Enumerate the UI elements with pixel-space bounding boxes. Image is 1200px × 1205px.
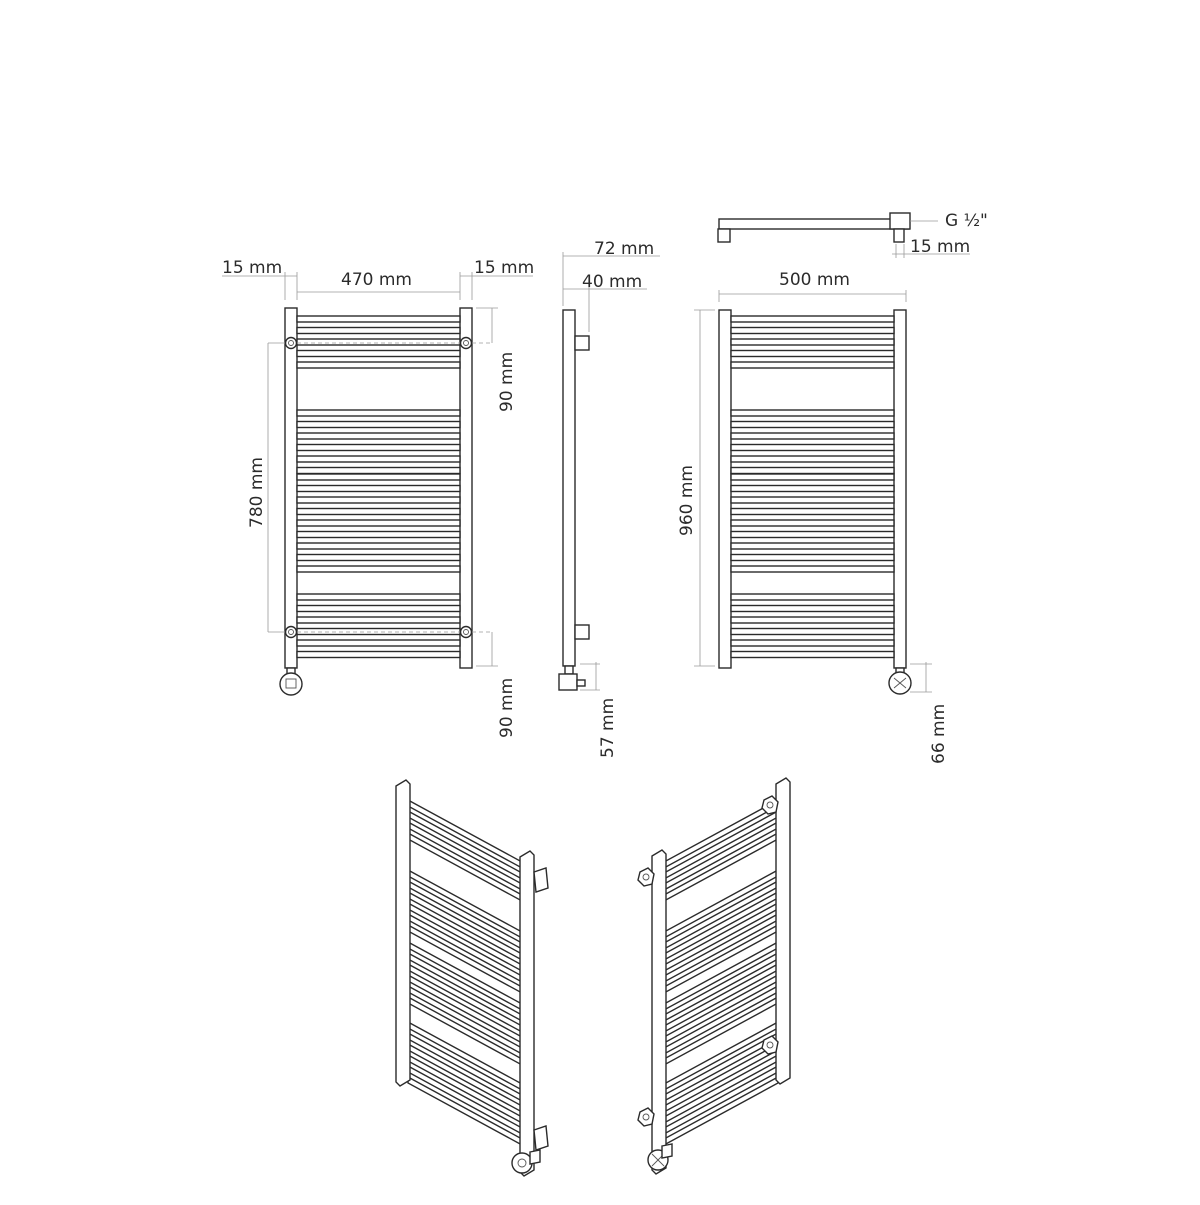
- back-bar: [731, 468, 894, 474]
- back-width-label: 500 mm: [779, 270, 850, 290]
- front-bar: [297, 422, 460, 428]
- side-post: [563, 310, 575, 666]
- front-bar: [297, 339, 460, 345]
- back-height-label: 960 mm: [677, 465, 697, 536]
- back-bars: [731, 316, 894, 658]
- front-bar: [297, 474, 460, 480]
- front-bar: [297, 316, 460, 322]
- front-right-offset-label: 15 mm: [474, 258, 535, 278]
- front-bar: [297, 652, 460, 658]
- back-valve-drop-label: 66 mm: [929, 703, 949, 764]
- front-bar: [297, 555, 460, 561]
- back-bar: [731, 509, 894, 515]
- back-left-post: [719, 310, 731, 668]
- front-left-post: [285, 308, 297, 668]
- front-bar: [297, 433, 460, 439]
- back-bar: [731, 497, 894, 503]
- back-bar: [731, 617, 894, 623]
- back-view: [677, 270, 949, 764]
- side-valve-icon: [559, 666, 585, 690]
- front-valve-icon: [280, 668, 302, 695]
- front-bar: [297, 532, 460, 538]
- front-bar: [297, 543, 460, 549]
- back-bar: [731, 351, 894, 357]
- back-right-post: [894, 310, 906, 668]
- back-bar: [731, 433, 894, 439]
- back-bar: [731, 532, 894, 538]
- front-bottom-offset-label: 90 mm: [497, 677, 517, 738]
- side-upper-bracket: [575, 336, 589, 350]
- front-bar: [297, 606, 460, 612]
- front-bar: [297, 629, 460, 635]
- back-bar: [731, 520, 894, 526]
- front-bar: [297, 468, 460, 474]
- top-valve-body: [890, 213, 910, 229]
- front-bar: [297, 362, 460, 368]
- back-bar: [731, 339, 894, 345]
- back-bar: [731, 606, 894, 612]
- back-valve-icon: [889, 668, 911, 694]
- front-bar: [297, 509, 460, 515]
- front-bar: [297, 497, 460, 503]
- back-bar: [731, 566, 894, 572]
- front-bars: [297, 316, 460, 658]
- top-right-foot: [894, 229, 904, 242]
- back-bar: [731, 652, 894, 658]
- top-left-foot: [718, 229, 730, 242]
- front-bar: [297, 351, 460, 357]
- back-bar: [731, 594, 894, 600]
- back-bar: [731, 555, 894, 561]
- back-bar: [731, 456, 894, 462]
- perspective-right-view: [638, 778, 790, 1174]
- back-bar: [731, 316, 894, 322]
- back-bar: [731, 543, 894, 549]
- back-bar: [731, 328, 894, 334]
- front-bar: [297, 328, 460, 334]
- front-bar: [297, 617, 460, 623]
- perspective-left-view: [396, 780, 548, 1176]
- top-view: [718, 211, 988, 258]
- back-bar: [731, 640, 894, 646]
- side-view: [559, 239, 660, 758]
- front-width-label: 470 mm: [341, 270, 412, 290]
- front-bar: [297, 520, 460, 526]
- back-bar: [731, 474, 894, 480]
- front-mount-spacing-label: 780 mm: [247, 457, 267, 528]
- front-top-offset-label: 90 mm: [497, 351, 517, 412]
- back-bar: [731, 486, 894, 492]
- top-offset-label: 15 mm: [910, 237, 971, 257]
- front-left-offset-label: 15 mm: [222, 258, 283, 278]
- front-bar: [297, 594, 460, 600]
- back-bar: [731, 362, 894, 368]
- top-thread-label: G ½": [945, 211, 988, 231]
- front-bar: [297, 456, 460, 462]
- top-bar: [719, 219, 909, 229]
- side-total-depth-label: 72 mm: [594, 239, 655, 259]
- perspective-left-valve-icon: [512, 1150, 540, 1173]
- back-bar: [731, 445, 894, 451]
- side-lower-bracket: [575, 625, 589, 639]
- front-bar: [297, 640, 460, 646]
- front-bar: [297, 486, 460, 492]
- front-bar: [297, 566, 460, 572]
- side-valve-drop-label: 57 mm: [598, 697, 618, 758]
- front-right-post: [460, 308, 472, 668]
- front-bar: [297, 445, 460, 451]
- side-wall-depth-label: 40 mm: [582, 272, 643, 292]
- back-bar: [731, 629, 894, 635]
- front-view: [222, 258, 534, 738]
- front-bar: [297, 410, 460, 416]
- back-bar: [731, 410, 894, 416]
- back-bar: [731, 422, 894, 428]
